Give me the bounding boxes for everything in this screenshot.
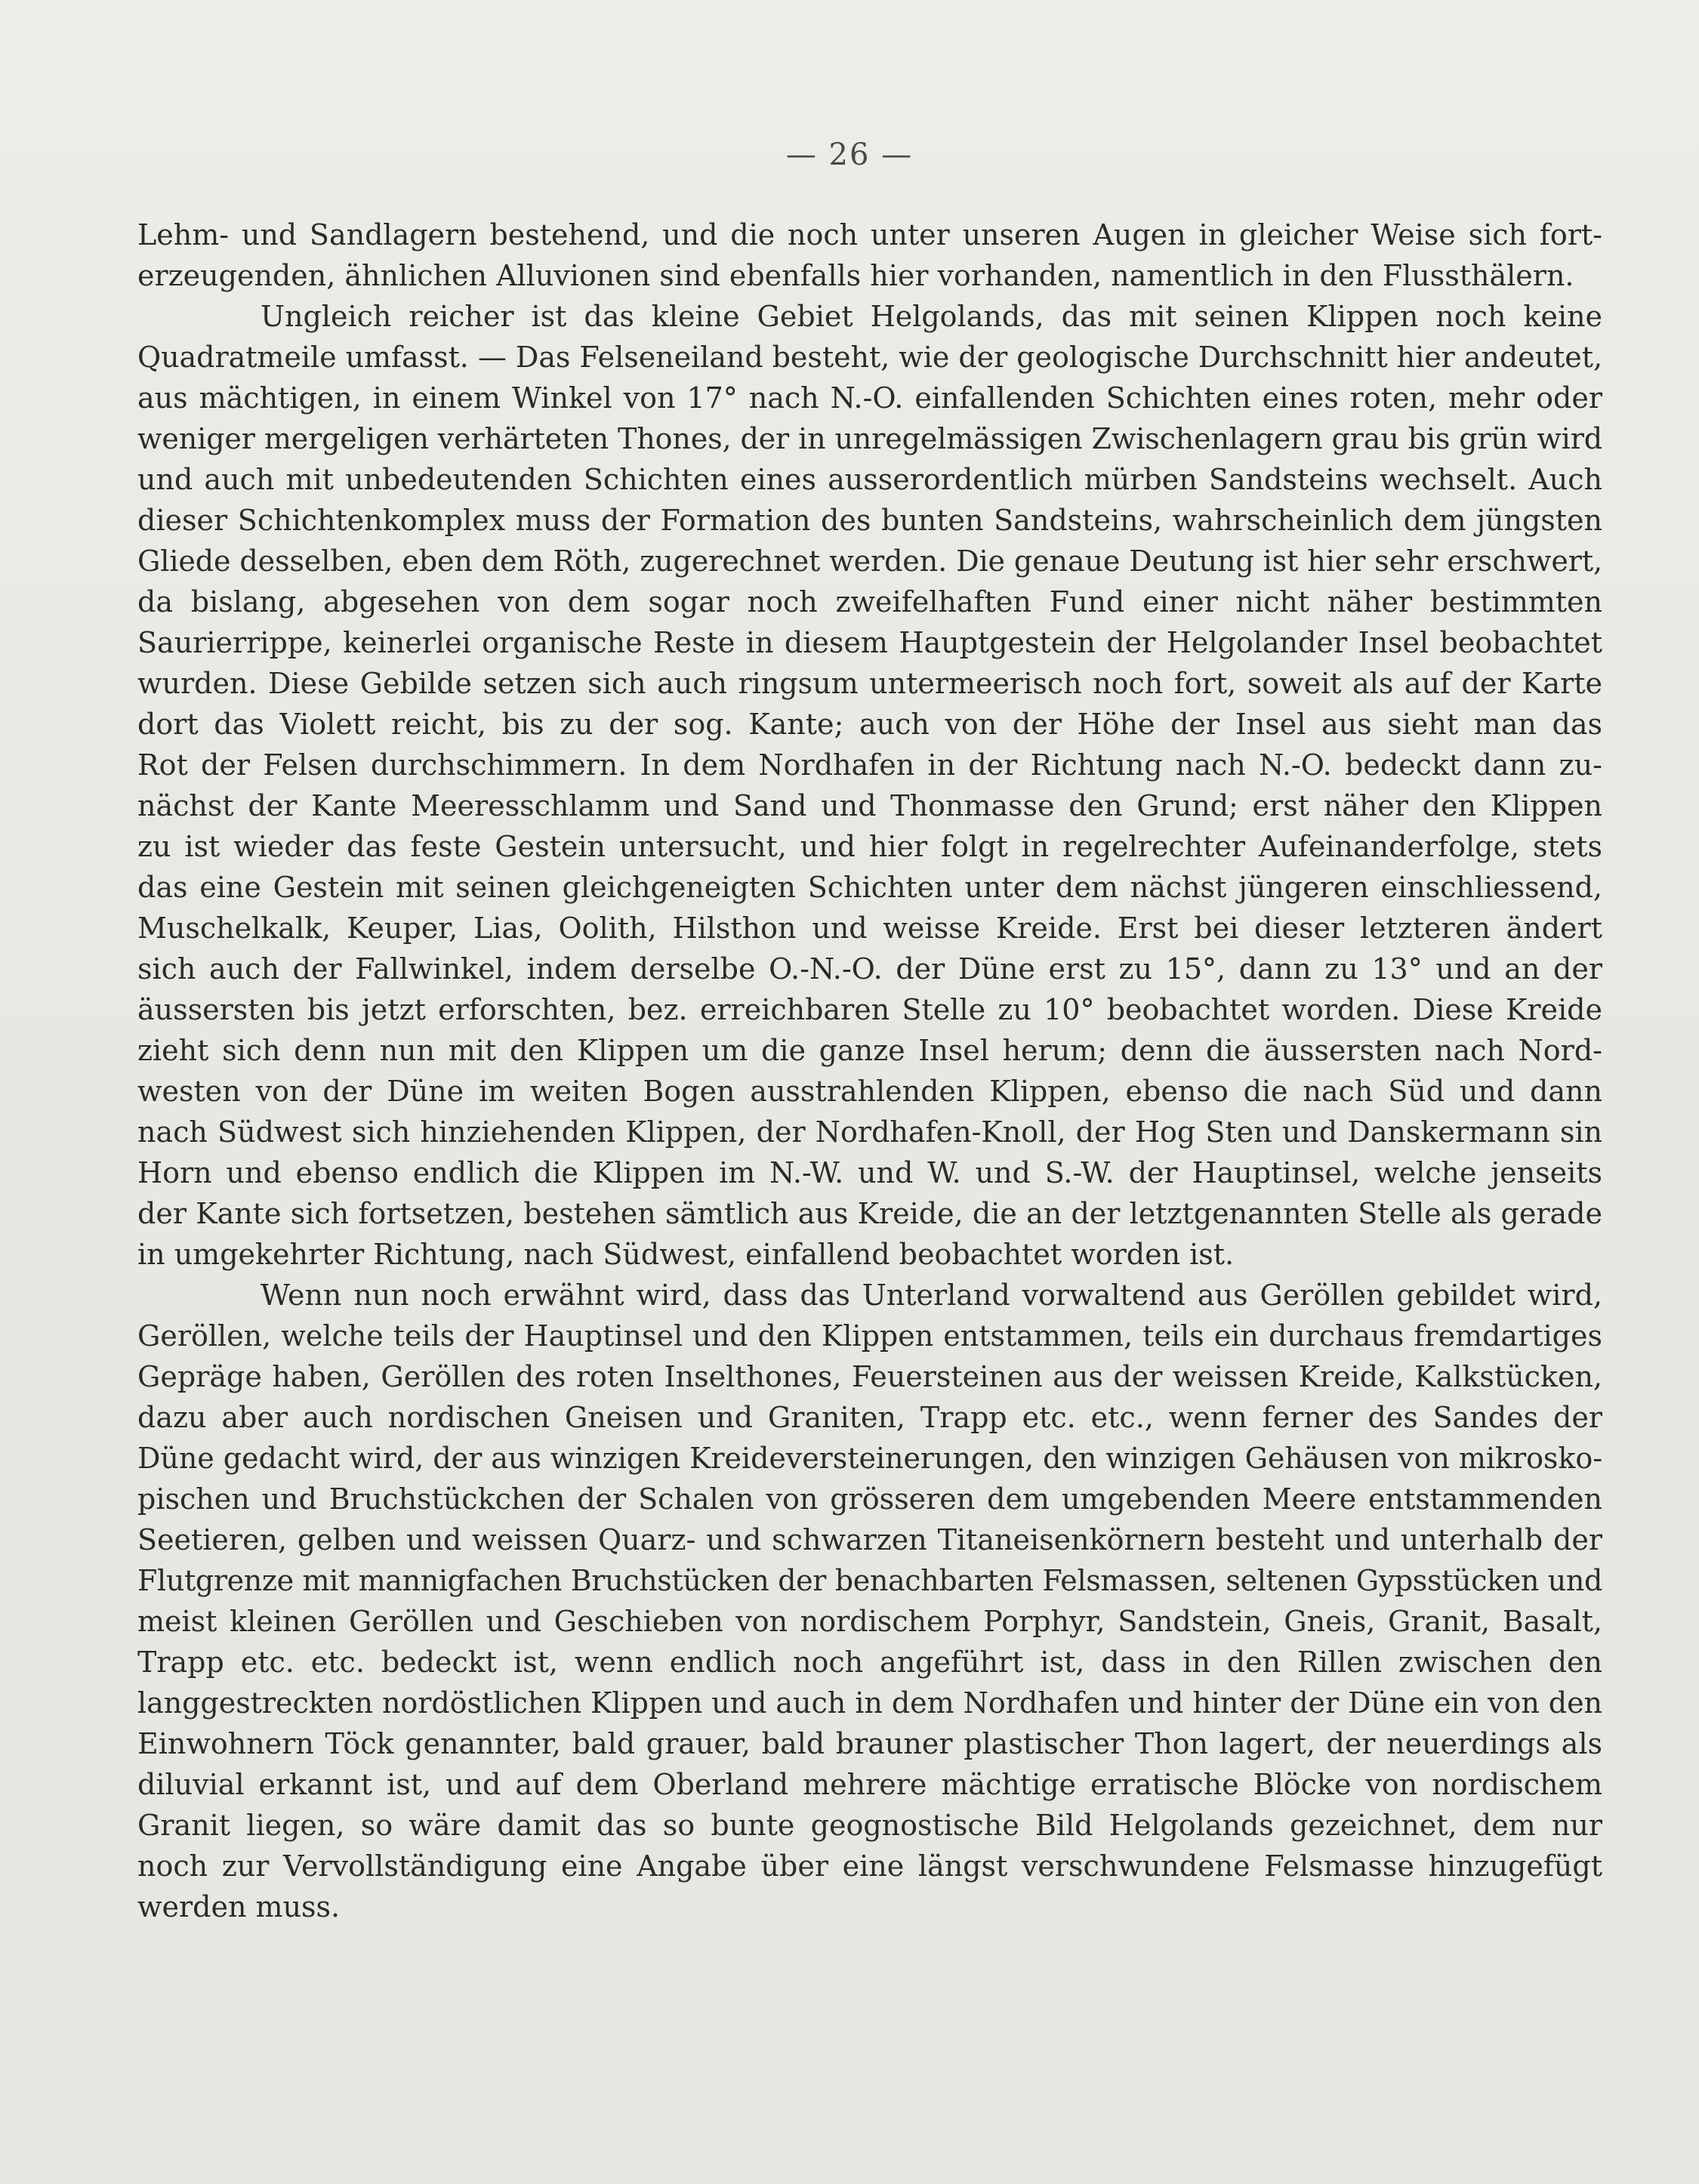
body-text [137,214,1602,1927]
text-line: weniger mergeligen verhärteten Thones, der in unregelmässigen Zwischenlagern grau bis grün wird [137,422,1602,455]
text-line: sich auch der Fallwinkel, indem derselbe O.-N.-O. der Düne erst zu 15°, dann zu 13° und an der [137,952,1602,986]
text-line: das eine Gestein mit seinen gleichgeneigten Schichten unter dem nächst jüngeren einschliessend, [137,871,1602,904]
text-line: erzeugenden, ähnlichen Alluvionen sind ebenfalls hier vorhanden, namentlich in den Flussthälern. [137,259,1574,292]
page-number: — 26 — [785,137,914,172]
text-line: Lehm- und Sandlagern bestehend, und die noch unter unseren Augen in gleicher Weise sich fort- [137,218,1602,251]
text-line: werden muss. [137,1890,341,1923]
text-line: äussersten bis jetzt erforschten, bez. erreichbaren Stelle zu 10° beobachtet worden. Diese Kreide [137,993,1602,1026]
text-line: Düne gedacht wird, der aus winzigen Kreideversteinerungen, den winzigen Gehäusen von mikrosko- [137,1442,1602,1475]
text-line: zieht sich denn nun mit den Klippen um die ganze Insel herum; denn die äussersten nach Nord- [137,1034,1602,1067]
text-line: Gepräge haben, Geröllen des roten Inselthones, Feuersteinen aus der weissen Kreide, Kalkstücken, [137,1360,1602,1393]
text-line: der Kante sich fortsetzen, bestehen sämtlich aus Kreide, die an der letztgenannten Stelle als gerade [137,1197,1602,1230]
text-line: pischen und Bruchstückchen der Schalen von grösseren dem umgebenden Meere entstammenden [137,1482,1602,1516]
text-line: nächst der Kante Meeresschlamm und Sand und Thonmasse den Grund; erst näher den Klippen [137,789,1602,822]
text-line: noch zur Vervollständigung eine Angabe über eine längst verschwundene Felsmasse hinzugefügt [137,1849,1602,1883]
text-line: aus mächtigen, in einem Winkel von 17° nach N.-O. einfallenden Schichten eines roten, mehr oder [137,381,1602,415]
text-line: da bislang, abgesehen von dem sogar noch zweifelhaften Fund einer nicht näher bestimmten [137,585,1602,618]
text-line: zu ist wieder das feste Gestein untersucht, und hier folgt in regelrechter Aufeinanderfolge, stets [137,830,1602,863]
text-line: Ungleich reicher ist das kleine Gebiet Helgolands, das mit seinen Klippen noch keine [261,300,1602,333]
text-line: Trapp etc. etc. bedeckt ist, wenn endlich noch angeführt ist, dass in den Rillen zwischen den [137,1646,1602,1679]
text-line: westen von der Düne im weiten Bogen ausstrahlenden Klippen, ebenso die nach Süd und dann [137,1075,1602,1108]
text-line: Rot der Felsen durchschimmern. In dem Nordhafen in der Richtung nach N.-O. bedeckt dann zu- [137,748,1602,782]
text-line: langgestreckten nordöstlichen Klippen und auch in dem Nordhafen und hinter der Düne ein von den [137,1686,1602,1720]
text-line: dieser Schichtenkomplex muss der Formation des bunten Sandsteins, wahrscheinlich dem jüngsten [137,504,1602,537]
text-line: Muschelkalk, Keuper, Lias, Oolith, Hilsthon und weisse Kreide. Erst bei dieser letzteren ändert [137,912,1602,945]
text-line: Seetieren, gelben und weissen Quarz- und schwarzen Titaneisenkörnern besteht und unterhalb der [137,1523,1602,1556]
text-line: Geröllen, welche teils der Hauptinsel und den Klippen entstammen, teils ein durchaus fremdartiges [137,1319,1602,1353]
text-line: Einwohnern Töck genannter, bald grauer, bald brauner plastischer Thon lagert, der neuerdings als [137,1727,1602,1760]
text-line: diluvial erkannt ist, und auf dem Oberland mehrere mächtige erratische Blöcke von nordischem [137,1768,1602,1801]
text-line: in umgekehrter Richtung, nach Südwest, einfallend beobachtet worden ist. [137,1238,1235,1271]
text-line: Flutgrenze mit mannigfachen Bruchstücken der benachbarten Felsmassen, seltenen Gypsstücken und [137,1564,1602,1597]
text-line: nach Südwest sich hinziehenden Klippen, der Nordhafen-Knoll, der Hog Sten und Danskermann sin [137,1115,1602,1149]
text-line: dazu aber auch nordischen Gneisen und Graniten, Trapp etc. etc., wenn ferner des Sandes der [137,1401,1602,1434]
text-line: wurden. Diese Gebilde setzen sich auch ringsum untermeerisch noch fort, soweit als auf der Karte [137,667,1602,700]
text-line: meist kleinen Geröllen und Geschieben von nordischem Porphyr, Sandstein, Gneis, Granit, Basalt, [137,1605,1602,1638]
text-line: Horn und ebenso endlich die Klippen im N.-W. und W. und S.-W. der Hauptinsel, welche jenseits [137,1156,1602,1189]
text-line: und auch mit unbedeutenden Schichten eines ausserordentlich mürben Sandsteins wechselt. Auch [137,463,1602,496]
text-line: Saurierrippe, keinerlei organische Reste in diesem Hauptgestein der Helgolander Insel beobachtet [137,626,1602,659]
text-line: Gliede desselben, eben dem Röth, zugerechnet werden. Die genaue Deutung ist hier sehr erschwert, [137,544,1602,578]
text-line: dort das Violett reicht, bis zu der sog. Kante; auch von der Höhe der Insel aus sieht man das [137,708,1602,741]
text-line: Wenn nun noch erwähnt wird, dass das Unterland vorwaltend aus Geröllen gebildet wird, [261,1279,1602,1312]
text-line: Granit liegen, so wäre damit das so bunte geognostische Bild Helgolands gezeichnet, dem nur [137,1809,1602,1842]
text-line: Quadratmeile umfasst. — Das Felseneiland besteht, wie der geologische Durchschnitt hier andeutet, [137,341,1602,374]
